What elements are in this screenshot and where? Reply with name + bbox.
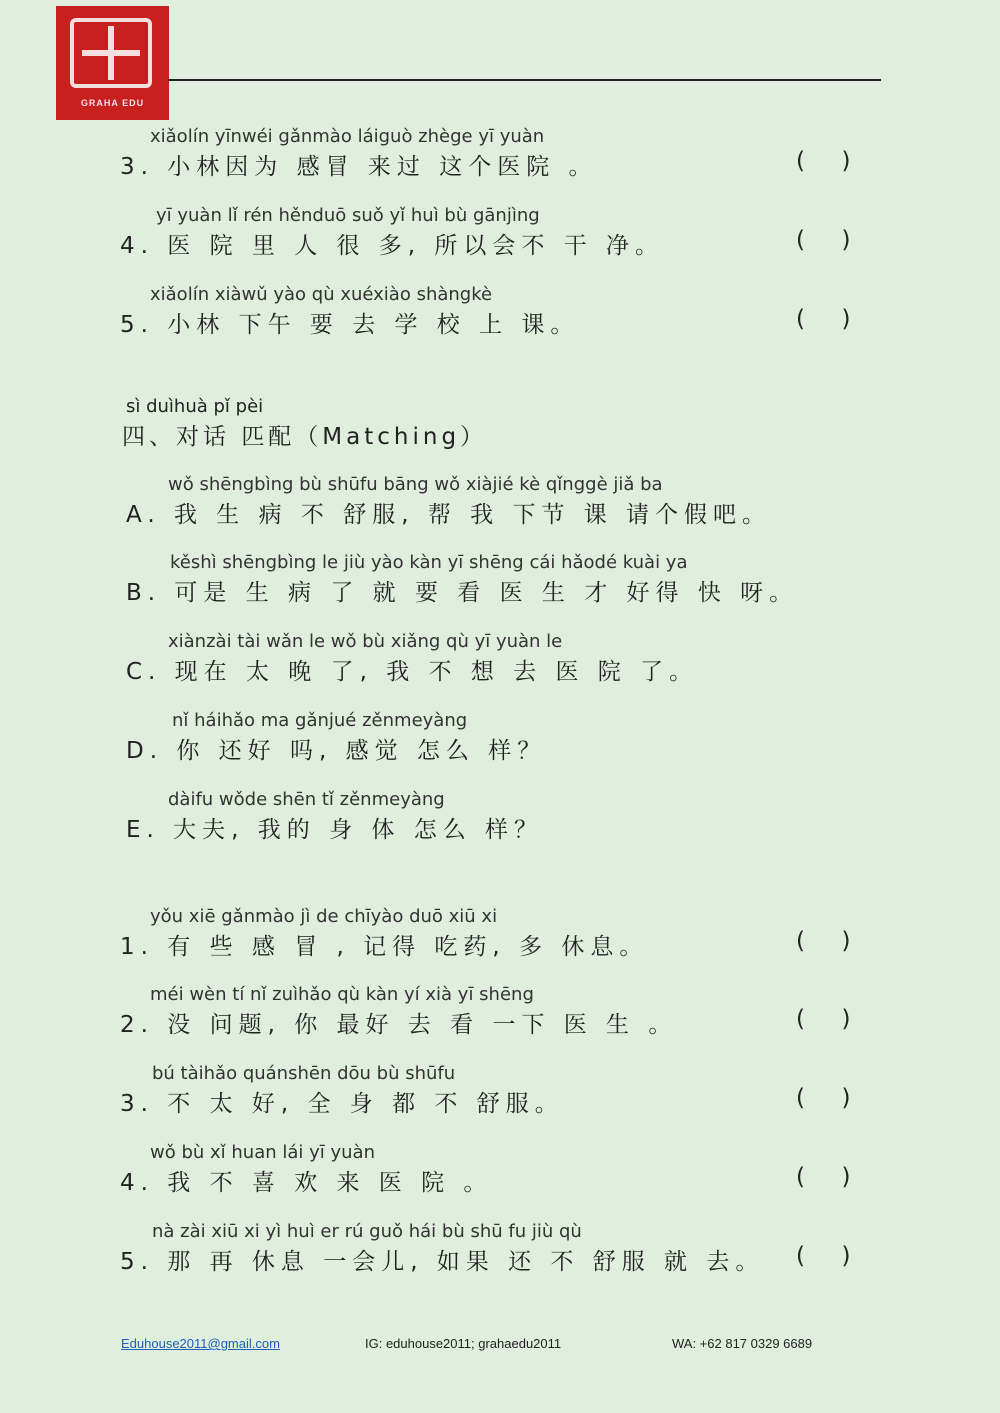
matching-question-1 [0,906,1000,966]
item-pinyin: xiǎolín yīnwéi gǎnmào láiguò zhège yī yuàn [150,126,545,147]
question-hanzi: 4. 我 不 喜 欢 来 医 院 。 [120,1170,493,1196]
option-pinyin: dàifu wǒde shēn tǐ zěnmeyàng [168,789,445,810]
option-pinyin: wǒ shēngbìng bù shūfu bāng wǒ xiàjié kè qǐnggè jiǎ ba [168,474,663,495]
matching-question-5 [0,1221,1000,1281]
matching-question-2 [0,984,1000,1044]
item-pinyin: yī yuàn lǐ rén hěnduō suǒ yǐ huì bù gānjìng [156,205,540,226]
option-d [0,710,1000,770]
header-divider [168,79,881,81]
question-pinyin: bú tàihǎo quánshēn dōu bù shūfu [152,1063,456,1084]
footer-email [121,1336,280,1351]
answer-blank[interactable]: ( ) [796,227,851,253]
answer-blank[interactable]: ( ) [796,306,851,332]
option-pinyin: kěshì shēngbìng le jiù yào kàn yī shēng cái hǎodé kuài ya [170,552,688,573]
logo-brand-text: GRAHA EDU [80,98,145,108]
matching-question-3 [0,1063,1000,1123]
answer-blank[interactable]: ( ) [796,1243,851,1269]
footer-instagram: IG: eduhouse2011; grahaedu2011 [365,1336,562,1351]
option-pinyin: xiànzài tài wǎn le wǒ bù xiǎng qù yī yuàn le [168,631,563,652]
item-hanzi: 4. 医 院 里 人 很 多, 所以会不 干 净。 [120,233,665,259]
answer-blank[interactable]: ( ) [796,1164,851,1190]
item-pinyin: xiǎolín xiàwǔ yào qù xuéxiào shàngkè [150,284,493,305]
question-pinyin: nà zài xiū xi yì huì er rú guǒ hái bù shū fu jiù qù [152,1221,582,1242]
item-hanzi: 3. 小林因为 感冒 来过 这个医院 。 [120,154,598,180]
answer-blank[interactable]: ( ) [796,1085,851,1111]
email-link[interactable]: Eduhouse2011@gmail.com [121,1336,280,1351]
true-false-item-3 [0,126,1000,186]
option-pinyin: nǐ háihǎo ma gǎnjué zěnmeyàng [172,710,468,731]
matching-question-4 [0,1142,1000,1202]
option-hanzi: E. 大夫, 我的 身 体 怎么 样？ [126,817,544,843]
option-hanzi: C. 现在 太 晚 了, 我 不 想 去 医 院 了。 [126,659,699,685]
true-false-item-5 [0,284,1000,344]
question-hanzi: 5. 那 再 休息 一会儿, 如果 还 不 舒服 就 去。 [120,1249,765,1275]
answer-blank[interactable]: ( ) [796,1006,851,1032]
answer-blank[interactable]: ( ) [796,928,851,954]
true-false-item-4 [0,205,1000,265]
option-c [0,631,1000,691]
section-title-pinyin: sì duìhuà pǐ pèi [126,396,264,417]
option-e [0,789,1000,849]
question-hanzi: 3. 不 太 好, 全 身 都 不 舒服。 [120,1091,564,1117]
question-pinyin: méi wèn tí nǐ zuìhǎo qù kàn yí xià yī shēng [150,984,534,1005]
logo [56,6,169,120]
option-hanzi: D. 你 还好 吗, 感觉 怎么 样？ [126,738,547,764]
section-title: 四、对话 匹配（Matching） [122,424,488,450]
option-a [0,474,1000,534]
question-pinyin: yǒu xiē gǎnmào jì de chīyào duō xiū xi [150,906,498,927]
question-hanzi: 1. 有 些 感 冒 , 记得 吃药, 多 休息。 [120,934,649,960]
question-hanzi: 2. 没 问题, 你 最好 去 看 一下 医 生 。 [120,1012,678,1038]
question-pinyin: wǒ bù xǐ huan lái yī yuàn [150,1142,375,1163]
item-hanzi: 5. 小林 下午 要 去 学 校 上 课。 [120,312,580,338]
logo-seal-icon [70,18,152,88]
option-hanzi: A. 我 生 病 不 舒服, 帮 我 下节 课 请个假吧。 [126,502,772,528]
option-b [0,552,1000,612]
footer-whatsapp: WA: +62 817 0329 6689 [672,1336,813,1351]
option-hanzi: B. 可是 生 病 了 就 要 看 医 生 才 好得 快 呀。 [126,580,799,606]
answer-blank[interactable]: ( ) [796,148,851,174]
